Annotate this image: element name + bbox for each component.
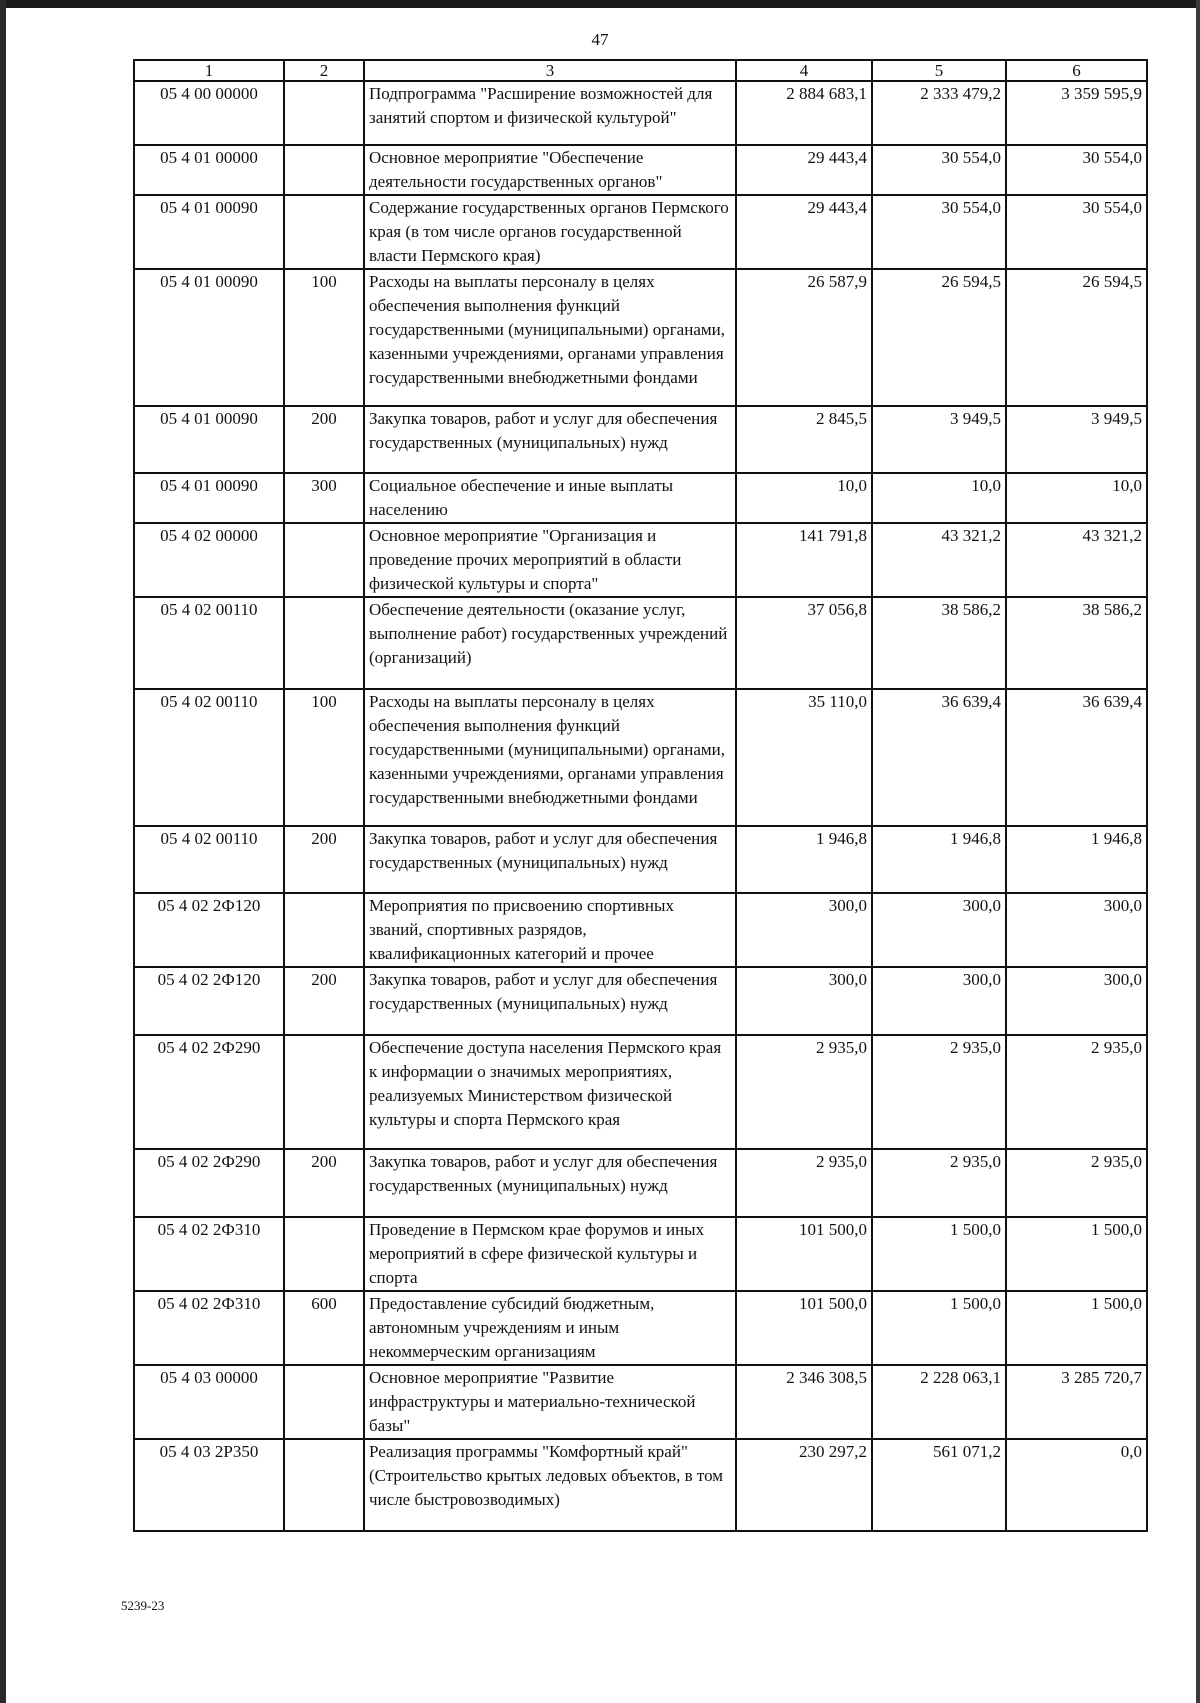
cell-amount-col4: 2 346 308,5 [736,1365,872,1439]
cell-code: 05 4 02 00110 [134,826,284,893]
table-row [134,1149,1147,1217]
column-header: 4 [736,60,872,81]
cell-expense-type: 100 [284,689,364,826]
table-row [134,406,1147,473]
cell-name: Обеспечение деятельности (оказание услуг, выполнение работ) государственных учреждений (организаций) [364,597,736,689]
cell-expense-type: 300 [284,473,364,523]
column-header: 2 [284,60,364,81]
cell-amount-col6: 2 935,0 [1006,1035,1147,1149]
cell-name: Мероприятия по присвоению спортивных званий, спортивных разрядов, квалификационных категорий и прочее [364,893,736,967]
cell-amount-col5: 300,0 [872,967,1006,1035]
cell-name: Предоставление субсидий бюджетным, автономным учреждениям и иным некоммерческим организациям [364,1291,736,1365]
cell-code: 05 4 02 2Ф310 [134,1217,284,1291]
cell-amount-col4: 2 935,0 [736,1035,872,1149]
table-row [134,269,1147,406]
scan-edge-left [0,0,6,1703]
cell-amount-col6: 2 935,0 [1006,1149,1147,1217]
cell-code: 05 4 01 00090 [134,269,284,406]
cell-amount-col5: 30 554,0 [872,145,1006,195]
cell-amount-col4: 37 056,8 [736,597,872,689]
cell-expense-type: 200 [284,1149,364,1217]
cell-code: 05 4 03 00000 [134,1365,284,1439]
cell-code: 05 4 02 2Ф290 [134,1035,284,1149]
cell-code: 05 4 02 00110 [134,597,284,689]
cell-code: 05 4 02 2Ф120 [134,893,284,967]
table-row [134,81,1147,145]
cell-expense-type [284,1217,364,1291]
table-row [134,473,1147,523]
table-row [134,1365,1147,1439]
cell-amount-col6: 3 949,5 [1006,406,1147,473]
cell-amount-col6: 300,0 [1006,893,1147,967]
cell-amount-col4: 29 443,4 [736,195,872,269]
cell-amount-col4: 10,0 [736,473,872,523]
cell-amount-col6: 10,0 [1006,473,1147,523]
cell-code: 05 4 01 00090 [134,406,284,473]
cell-amount-col6: 0,0 [1006,1439,1147,1531]
cell-amount-col5: 300,0 [872,893,1006,967]
table-row [134,967,1147,1035]
table-row [134,1291,1147,1365]
cell-amount-col5: 2 228 063,1 [872,1365,1006,1439]
cell-amount-col6: 3 285 720,7 [1006,1365,1147,1439]
cell-amount-col4: 35 110,0 [736,689,872,826]
cell-amount-col5: 43 321,2 [872,523,1006,597]
cell-name: Основное мероприятие "Обеспечение деятельности государственных органов" [364,145,736,195]
column-header: 1 [134,60,284,81]
table-header-row [134,60,1147,81]
table-row [134,1035,1147,1149]
cell-name: Закупка товаров, работ и услуг для обеспечения государственных (муниципальных) нужд [364,1149,736,1217]
cell-amount-col5: 38 586,2 [872,597,1006,689]
cell-amount-col6: 1 500,0 [1006,1291,1147,1365]
cell-expense-type: 200 [284,406,364,473]
cell-amount-col5: 10,0 [872,473,1006,523]
cell-code: 05 4 00 00000 [134,81,284,145]
cell-amount-col4: 300,0 [736,893,872,967]
cell-amount-col5: 561 071,2 [872,1439,1006,1531]
cell-code: 05 4 02 2Ф290 [134,1149,284,1217]
cell-expense-type: 100 [284,269,364,406]
cell-name: Социальное обеспечение и иные выплаты населению [364,473,736,523]
cell-amount-col4: 26 587,9 [736,269,872,406]
cell-amount-col6: 1 946,8 [1006,826,1147,893]
cell-expense-type: 200 [284,826,364,893]
cell-amount-col4: 1 946,8 [736,826,872,893]
table-row [134,1439,1147,1531]
cell-amount-col5: 30 554,0 [872,195,1006,269]
cell-amount-col6: 43 321,2 [1006,523,1147,597]
scan-edge-right [1196,0,1200,1703]
cell-expense-type [284,81,364,145]
cell-amount-col6: 30 554,0 [1006,145,1147,195]
cell-name: Реализация программы "Комфортный край" (Строительство крытых ледовых объектов, в том числе быстровозводимых) [364,1439,736,1531]
cell-expense-type [284,1439,364,1531]
cell-amount-col6: 38 586,2 [1006,597,1147,689]
cell-name: Расходы на выплаты персоналу в целях обеспечения выполнения функций государственными (муниципальными) органами, казенными учреждениями, органами управления государственными внебюджетными фондами [364,689,736,826]
cell-code: 05 4 01 00090 [134,195,284,269]
cell-code: 05 4 01 00000 [134,145,284,195]
cell-amount-col5: 2 935,0 [872,1035,1006,1149]
cell-amount-col4: 2 884 683,1 [736,81,872,145]
cell-code: 05 4 02 00000 [134,523,284,597]
table-row [134,893,1147,967]
cell-name: Подпрограмма "Расширение возможностей для занятий спортом и физической культурой" [364,81,736,145]
cell-expense-type: 200 [284,967,364,1035]
cell-amount-col5: 1 500,0 [872,1217,1006,1291]
cell-amount-col4: 29 443,4 [736,145,872,195]
cell-name: Проведение в Пермском крае форумов и иных мероприятий в сфере физической культуры и спорта [364,1217,736,1291]
cell-code: 05 4 02 00110 [134,689,284,826]
column-header: 5 [872,60,1006,81]
cell-amount-col6: 300,0 [1006,967,1147,1035]
page-number: 47 [591,30,609,49]
table-row [134,597,1147,689]
table-row [134,145,1147,195]
cell-amount-col6: 30 554,0 [1006,195,1147,269]
cell-expense-type [284,523,364,597]
cell-name: Расходы на выплаты персоналу в целях обеспечения выполнения функций государственными (муниципальными) органами, казенными учреждениями, органами управления государственными внебюджетными фондами [364,269,736,406]
cell-amount-col5: 3 949,5 [872,406,1006,473]
table-row [134,1217,1147,1291]
cell-amount-col5: 2 333 479,2 [872,81,1006,145]
cell-code: 05 4 02 2Ф120 [134,967,284,1035]
cell-name: Закупка товаров, работ и услуг для обеспечения государственных (муниципальных) нужд [364,406,736,473]
cell-code: 05 4 02 2Ф310 [134,1291,284,1365]
cell-amount-col4: 2 935,0 [736,1149,872,1217]
table-row [134,826,1147,893]
cell-amount-col4: 2 845,5 [736,406,872,473]
scan-edge-top [0,0,1200,8]
budget-table [133,59,1148,1532]
cell-amount-col5: 2 935,0 [872,1149,1006,1217]
cell-name: Закупка товаров, работ и услуг для обеспечения государственных (муниципальных) нужд [364,967,736,1035]
cell-amount-col5: 1 500,0 [872,1291,1006,1365]
cell-amount-col5: 1 946,8 [872,826,1006,893]
cell-name: Обеспечение доступа населения Пермского края к информации о значимых мероприятиях, реализуемых Министерством физической культуры и спорта Пермского края [364,1035,736,1149]
cell-expense-type [284,145,364,195]
cell-expense-type [284,195,364,269]
cell-expense-type [284,1365,364,1439]
cell-expense-type [284,597,364,689]
cell-amount-col6: 36 639,4 [1006,689,1147,826]
cell-amount-col5: 26 594,5 [872,269,1006,406]
column-header: 6 [1006,60,1147,81]
cell-amount-col6: 26 594,5 [1006,269,1147,406]
table-row [134,689,1147,826]
cell-code: 05 4 01 00090 [134,473,284,523]
cell-amount-col5: 36 639,4 [872,689,1006,826]
cell-name: Основное мероприятие "Развитие инфраструктуры и материально-технической базы" [364,1365,736,1439]
cell-amount-col4: 101 500,0 [736,1291,872,1365]
table-row [134,523,1147,597]
cell-code: 05 4 03 2Р350 [134,1439,284,1531]
cell-amount-col4: 230 297,2 [736,1439,872,1531]
cell-expense-type [284,893,364,967]
column-header: 3 [364,60,736,81]
cell-amount-col6: 1 500,0 [1006,1217,1147,1291]
cell-amount-col6: 3 359 595,9 [1006,81,1147,145]
cell-name: Основное мероприятие "Организация и проведение прочих мероприятий в области физической культуры и спорта" [364,523,736,597]
cell-expense-type [284,1035,364,1149]
cell-expense-type: 600 [284,1291,364,1365]
cell-amount-col4: 101 500,0 [736,1217,872,1291]
cell-name: Содержание государственных органов Пермского края (в том числе органов государственной власти Пермского края) [364,195,736,269]
table-body [134,81,1147,1531]
cell-name: Закупка товаров, работ и услуг для обеспечения государственных (муниципальных) нужд [364,826,736,893]
table-row [134,195,1147,269]
cell-amount-col4: 300,0 [736,967,872,1035]
document-id: 5239-23 [121,1598,165,1613]
cell-amount-col4: 141 791,8 [736,523,872,597]
